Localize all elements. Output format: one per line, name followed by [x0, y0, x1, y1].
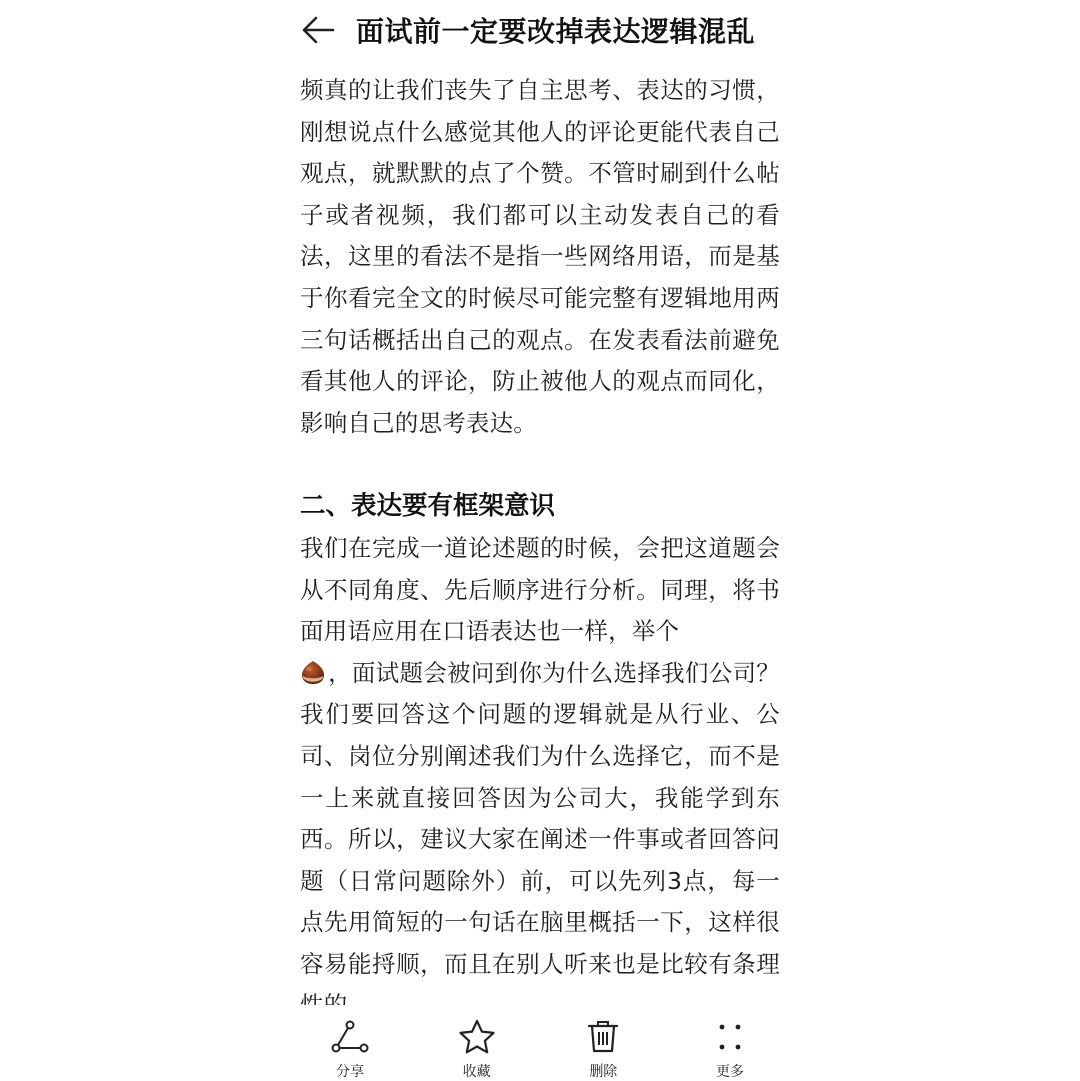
trash-icon	[586, 1019, 620, 1055]
star-icon	[458, 1019, 496, 1055]
delete-button[interactable]	[543, 1005, 663, 1081]
share-label: 分享	[336, 1064, 364, 1080]
share-button[interactable]	[290, 1005, 410, 1081]
more-button[interactable]	[670, 1005, 790, 1081]
article-paragraph: 频真的让我们丧失了自主思考、表达的习惯，刚想说点什么感觉其他人的评论更能代表自己观点，就默默的点了个赞。不管时刷到什么帖子或者视频，我们都可以主动发表自己的看法，这里的看法不是指一些网络用语，而是基于你看完全文的时候尽可能完整有逻辑地用两三句话概括出自己的观点。在发表看法前避免看其他人的评论，防止被他人的观点而同化，影响自己的思考表达。	[300, 76, 780, 437]
more-icon	[713, 1020, 747, 1054]
back-button[interactable]	[300, 12, 336, 48]
paragraph-text-part: 我们在完成一道论述题的时候，会把这道题会从不同角度、先后顺序进行分析。同理，将书面用语应用在口语表达也一样，举个	[300, 533, 780, 646]
article-body[interactable]	[300, 70, 780, 1002]
favorite-label: 收藏	[462, 1064, 491, 1080]
more-label: 更多	[715, 1064, 744, 1080]
delete-label: 删除	[589, 1064, 618, 1080]
arrow-left-icon	[301, 15, 335, 45]
header	[300, 6, 800, 54]
article-paragraph	[300, 528, 780, 1027]
bottom-action-bar	[290, 1005, 790, 1080]
page-title: 面试前一定要改掉表达逻辑混乱	[356, 15, 756, 48]
share-icon	[331, 1020, 369, 1054]
paragraph-text-part: ，面试题会被问到你为什么选择我们公司？我们要回答这个问题的逻辑就是从行业、公司、岗位分别阐述我们为什么选择它，而不是一上来就直接回答因为公司大，我能学到东西。所以，建议大家在阐述一件事或者回答问题（日常问题除外）前，可以先列3点，每一点先用简短的一句话在脑里概括一下，这样很容易能捋顺，而且在别人听来也是比较有条理	[300, 658, 780, 978]
section-heading: 二、表达要有框架意识	[300, 491, 556, 522]
favorite-button[interactable]	[417, 1005, 537, 1081]
paragraph-gap	[300, 444, 780, 486]
chestnut-icon	[300, 659, 326, 685]
